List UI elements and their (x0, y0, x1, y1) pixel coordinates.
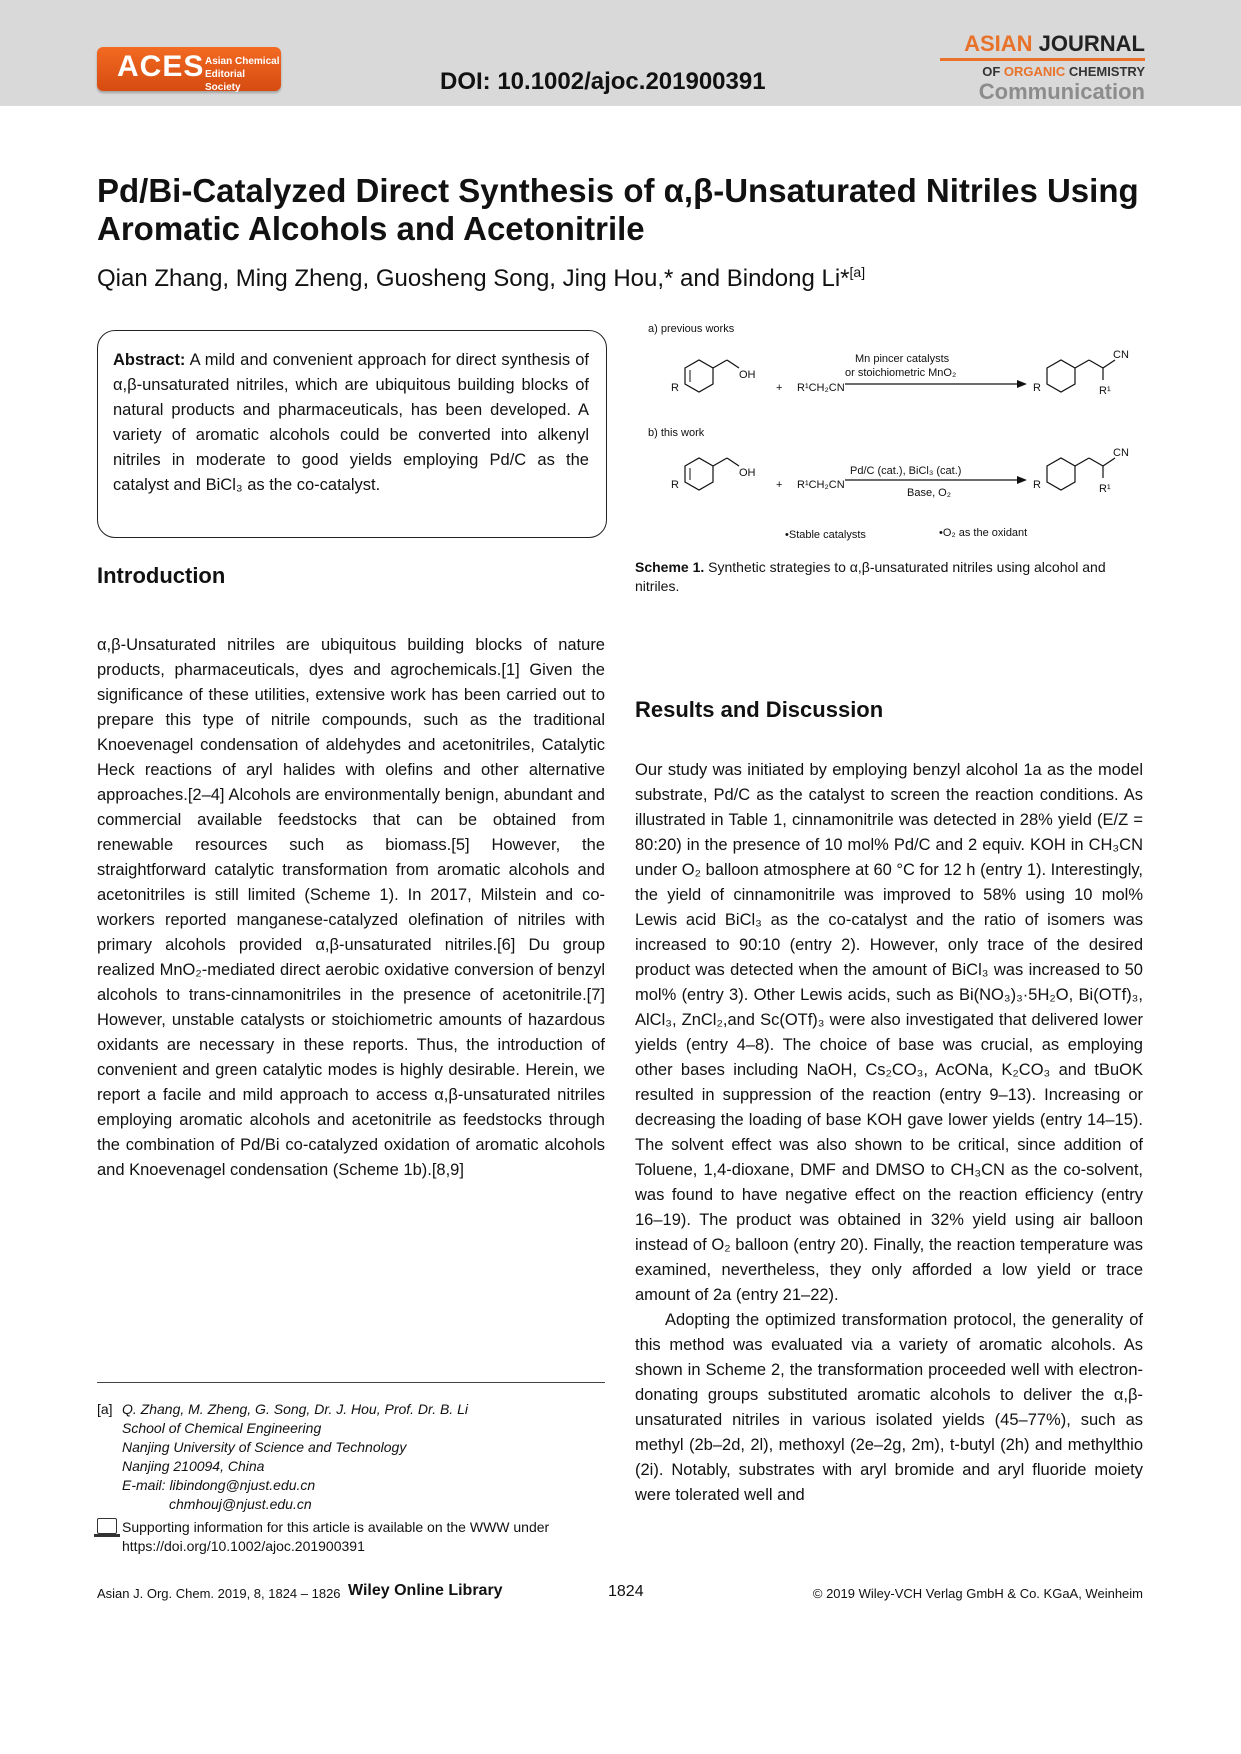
r-label-a: R (671, 382, 679, 394)
computer-icon (97, 1518, 117, 1534)
footnote-tag: [a] (97, 1401, 113, 1417)
scheme-1-figure (635, 318, 1143, 550)
r1-label-a: R¹ (1099, 385, 1111, 397)
abstract (113, 348, 589, 498)
journal-rule (940, 58, 1145, 61)
abstract-body: A mild and convenient approach for direct synthesis of α,β-unsaturated nitriles, which are ubiquitous building blocks of natural products and pharmaceuticals, has been developed. A variety of aromatic alcohols could be converted into alkenyl nitriles in moderate to good yields employing Pd/C as the catalyst and BiCl₃ as the co-catalyst. (113, 351, 589, 494)
condition-b1: Pd/C (cat.), BiCl₃ (cat.) (850, 465, 962, 477)
oh-label-b: OH (739, 467, 756, 479)
footer-wiley-logo: Wiley Online Library (348, 1582, 503, 1599)
article-type: Communication (978, 79, 1145, 104)
abstract-label: Abstract: (113, 351, 186, 369)
product-b (1033, 447, 1129, 495)
page-number: 1824 (608, 1583, 644, 1600)
introduction-heading: Introduction (97, 563, 226, 588)
affiliation-marker: [a] (849, 264, 866, 280)
footnote-line: Nanjing 210094, China (122, 1458, 265, 1474)
footnote-email: E-mail: libindong@njust.edu.cn (122, 1477, 316, 1493)
logo-subtext: Asian Chemical Editorial Society (205, 56, 280, 93)
footnote-line: Q. Zhang, M. Zheng, G. Song, Dr. J. Hou, Prof. Dr. B. Li (122, 1401, 468, 1417)
results-heading: Results and Discussion (635, 697, 884, 722)
journal-organic: ORGANIC (1003, 64, 1066, 79)
results-paragraph-2: Adopting the optimized transformation protocol, the generality of this method was evaluated via a variety of aromatic alcohols. As shown in Scheme 2, the transformation proceeded well with electron-donating groups substituted aromatic alcohols to deliver the α,β-unsaturated nitriles in various isolated yields (45–77%), such as methyl (2b–2d, 2l), methoxyl (2e–2g, 2m), t-butyl (2h) and methylthio (2i). Notably, substrates with aryl bromide and aryl fluoride moiety were tolerated well and (635, 1311, 1143, 1504)
footnote-divider (97, 1382, 605, 1383)
condition-a2: or stoichiometric MnO₂ (845, 367, 957, 379)
journal-logo (940, 32, 1145, 105)
scheme-label-b: b) this work (648, 427, 705, 439)
cn-label-a: CN (1113, 349, 1129, 361)
doi: DOI: 10.1002/ajoc.201900391 (440, 68, 766, 95)
benzyl-alcohol-b (671, 458, 756, 491)
journal-of: OF (982, 64, 1001, 79)
affiliation-footnote (97, 1400, 605, 1514)
plus-b: + (776, 479, 783, 491)
scheme-bullet-stable: •Stable catalysts (785, 529, 866, 541)
cn-label-b: CN (1113, 447, 1129, 459)
r1-label-b: R¹ (1099, 483, 1111, 495)
scheme-label-a: a) previous works (648, 323, 735, 335)
supporting-info-text: Supporting information for this article is available on the WWW under https://doi.org/10.1002/ajoc.201900391 (122, 1519, 550, 1554)
introduction-body (97, 633, 605, 1183)
footer-citation: Asian J. Org. Chem. 2019, 8, 1824 – 1826 (97, 1586, 341, 1601)
journal-chemistry: CHEMISTRY (1068, 64, 1145, 79)
nitrile-a: R¹CH₂CN (797, 382, 845, 394)
introduction-paragraph: α,β-Unsaturated nitriles are ubiquitous building blocks of nature products, pharmaceuticals, dyes and agrochemicals.[1] Given the significance of these utilities, extensive work has been carried out to prepare this type of nitrile compounds, such as the traditional Knoevenagel condensation of aldehydes and acetonitriles, Catalytic Heck reactions of aryl halides with olefins and other alternative approaches.[2–4] Alcohols are environmentally benign, abundant and commercial available feedstocks that can be obtained from renewable resources such as biomass.[5] However, the straightforward catalytic transformation from aromatic alcohols and acetonitriles is still limited (Scheme 1). In 2017, Milstein and co-workers reported manganese-catalyzed olefination of nitriles with primary alcohols provided α,β-unsaturated nitriles.[6] Du group realized MnO₂-mediated direct aerobic oxidative conversion of benzyl alcohols to trans-cinnamonitriles in the presence of acetonitrile.[7] However, unstable catalysts or stoichiometric amounts of hazardous oxidants are necessary in these reports. Thus, the introduction of convenient and green catalytic modes is highly desirable. Herein, we report a facile and mild approach to access α,β-unsaturated nitriles employing aromatic alcohols and acetonitrile as feedstocks through the combination of Pd/Bi co-catalyzed oxidation of aromatic alcohols and Knoevenagel condensation (Scheme 1b).[8,9] (97, 636, 605, 1179)
scheme-caption (635, 558, 1143, 596)
results-paragraph-1: Our study was initiated by employing benzyl alcohol 1a as the model substrate, Pd/C as the catalyst to screen the reaction conditions. As illustrated in Table 1, cinnamonitrile was detected in 28% yield (E/Z = 80:20) in the presence of 10 mol% Pd/C and 2 equiv. KOH in CH₃CN under O₂ balloon atmosphere at 60 °C for 12 h (entry 1). Interestingly, the yield of cinnamonitrile was improved to 58% using 10 mol% Lewis acid BiCl₃ as the co-catalyst and the ratio of isomers was increased to 90:10 (entry 2). However, only trace of the desired product was detected when the amount of BiCl₃ was increased to 50 mol% (entry 3). Other Lewis acids, such as Bi(NO₃)₃·5H₂O, Bi(OTf)₃, AlCl₃, ZnCl₂,and Sc(OTf)₃ were also investigated that delivered lower yields (entry 4–8). The choice of base was crucial, as employing other bases including NaOH, Cs₂CO₃, AcONa, K₂CO₃ and tBuOK resulted in suppression of the reaction (entry 9–13). Increasing or decreasing the loading of base KOH gave lower yields (entry 14–15). The solvent effect was also shown to be critical, since addition of Toluene, 1,4-dioxane, DMF and DMSO to CH₃CN as the co-solvent, was found to have negative effect on the reaction efficiency (entry 16–19). The product was obtained in 32% yield using air balloon instead of O₂ balloon (entry 20). Finally, the reaction temperature was examined, nevertheless, they only afforded a low yield or trace amount of 2a (entry 21–22). (635, 761, 1143, 1304)
plus-a: + (776, 382, 783, 394)
article-title: Pd/Bi-Catalyzed Direct Synthesis of α,β-Unsaturated Nitriles Using Aromatic Alcohols and Acetonitrile (97, 172, 1139, 247)
r-label-prod-a: R (1033, 382, 1041, 394)
aces-logo (97, 47, 281, 91)
scheme-caption-text: Synthetic strategies to α,β-unsaturated nitriles using alcohol and nitriles. (635, 559, 1106, 594)
oh-label-a: OH (739, 369, 756, 381)
footnote-line: Nanjing University of Science and Technology (122, 1439, 407, 1455)
condition-a1: Mn pincer catalysts (855, 353, 950, 365)
journal-word-journal: JOURNAL (1038, 31, 1145, 56)
r-label-b: R (671, 479, 679, 491)
footer-copyright: © 2019 Wiley-VCH Verlag GmbH & Co. KGaA, Weinheim (812, 1586, 1143, 1601)
condition-b2: Base, O₂ (907, 487, 952, 499)
product-a (1033, 349, 1129, 397)
arrow-head-a (1017, 380, 1027, 388)
scheme-bullet-oxidant: •O₂ as the oxidant (939, 527, 1028, 539)
r-label-prod-b: R (1033, 479, 1041, 491)
footnote-email: chmhouj@njust.edu.cn (169, 1496, 312, 1512)
logo-text: ACES (117, 50, 205, 83)
journal-word-asian: ASIAN (964, 31, 1033, 56)
footnote-line: School of Chemical Engineering (122, 1420, 322, 1436)
scheme-caption-label: Scheme 1. (635, 559, 705, 575)
supporting-info-note (97, 1518, 605, 1556)
arrow-head-b (1017, 476, 1027, 484)
nitrile-b: R¹CH₂CN (797, 479, 845, 491)
author-list: Qian Zhang, Ming Zheng, Guosheng Song, Jing Hou,* and Bindong Li*[a] (97, 264, 866, 292)
benzyl-alcohol-a (671, 360, 756, 394)
results-body (635, 758, 1143, 1508)
